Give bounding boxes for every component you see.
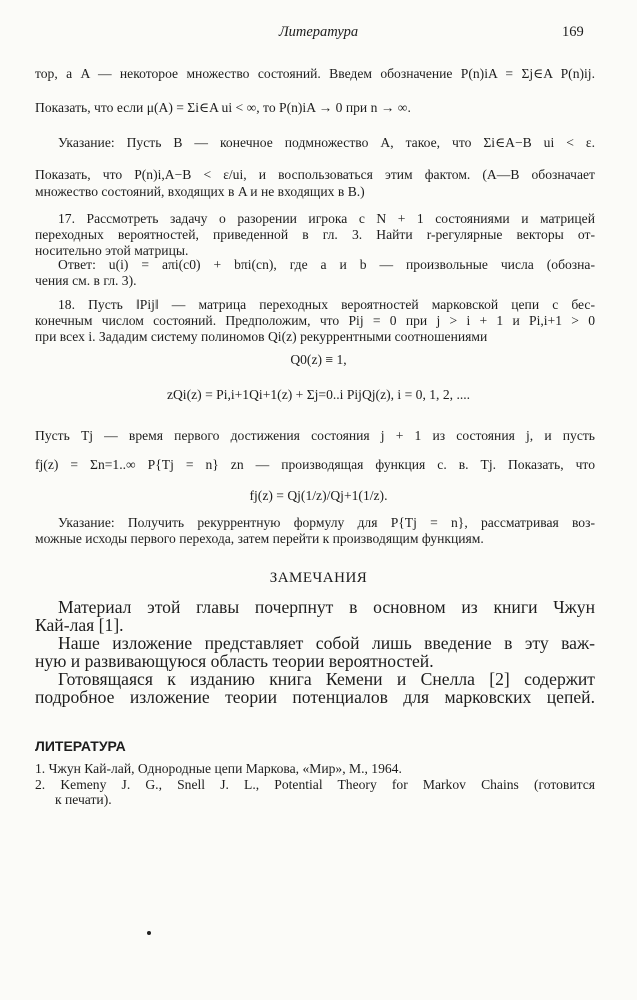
remarks-line: Материал этой главы почерпнут в основном из книги Чжун <box>58 597 595 617</box>
text-line: Показать, что если μ(A) = Σi∈A ui < ∞, то P(n)iA → 0 при n → ∞. <box>35 100 411 115</box>
ink-speck <box>147 931 151 935</box>
hint-line: можные исходы первого перехода, затем перейти к производящим функциям. <box>35 531 484 546</box>
text-line: Пусть Tj — время первого достижения состояния j + 1 из состояния j, и пусть <box>35 428 595 443</box>
hint-line: Указание: Получить рекуррентную формулу для P{Tj = n}, рассматривая воз- <box>58 515 595 530</box>
reference-item: 2. Kemeny J. G., Snell J. L., Potential Theory for Markov Chains (готовится <box>35 777 595 792</box>
reference-item: 1. Чжун Кай-лай, Однородные цепи Маркова, «Мир», М., 1964. <box>35 761 402 776</box>
remarks-line: подробное изложение теории потенциалов для марковских цепей. <box>35 687 595 707</box>
problem-18-line: при всех i. Зададим систему полиномов Qi(z) рекуррентными соотношениями <box>35 329 488 344</box>
formula-line: Q0(z) ≡ 1, <box>290 352 347 367</box>
references-heading: ЛИТЕРАТУРА <box>35 738 126 754</box>
formula-line: zQi(z) = Pi,i+1Qi+1(z) + Σj=0..i PijQj(z), i = 0, 1, 2, .... <box>166 387 471 402</box>
problem-18-line: 18. Пусть ‖Pij‖ — матрица переходных вероятностей марковской цепи с бес- <box>58 297 595 312</box>
remarks-line: Кай-лая [1]. <box>35 615 124 635</box>
problem-17-line: носительно этой матрицы. <box>35 243 189 258</box>
text-line: fj(z) = Σn=1..∞ P{Tj = n} zn — производящая функция с. в. Tj. Показать, что <box>35 457 595 472</box>
answer-line: Ответ: u(i) = aπi(c0) + bπi(cn), где a и b — произвольные числа (обозна- <box>58 257 595 272</box>
answer-line: чения см. в гл. 3). <box>35 273 137 288</box>
problem-18-line: конечным числом состояний. Предположим, что Pij = 0 при j > i + 1 и Pi,i+1 > 0 <box>35 313 595 328</box>
reference-item: к печати). <box>55 792 112 807</box>
remarks-line: ную и развивающуюся область теории вероятностей. <box>35 651 434 671</box>
text-line: тор, а A — некоторое множество состояний. Введем обозначение P(n)iA = Σj∈A P(n)ij. <box>35 66 595 81</box>
hint-line: Указание: Пусть B — конечное подмножество A, такое, что Σi∈A−B ui < ε. <box>58 135 595 150</box>
problem-17-line: 17. Рассмотреть задачу о разорении игрока с N + 1 состояниями и матрицей <box>58 211 595 226</box>
running-title: Литература <box>278 24 359 40</box>
formula-line: fj(z) = Qj(1/z)/Qj+1(1/z). <box>249 488 388 503</box>
page-number: 169 <box>562 24 584 40</box>
text-line: множество состояний, входящих в A и не входящих в B.) <box>35 184 365 199</box>
remarks-line: Готовящаяся к изданию книга Кемени и Снелла [2] содержит <box>58 669 595 689</box>
remarks-line: Наше изложение представляет собой лишь введение в эту важ- <box>58 633 595 653</box>
problem-17-line: переходных вероятностей, приведенной в гл. 3. Найти r-регулярные векторы от- <box>35 227 595 242</box>
remarks-heading: ЗАМЕЧАНИЯ <box>269 570 368 586</box>
text-line: Показать, что P(n)i,A−B < ε/ui, и воспользоваться этим фактом. (A—B обозначает <box>35 167 595 182</box>
